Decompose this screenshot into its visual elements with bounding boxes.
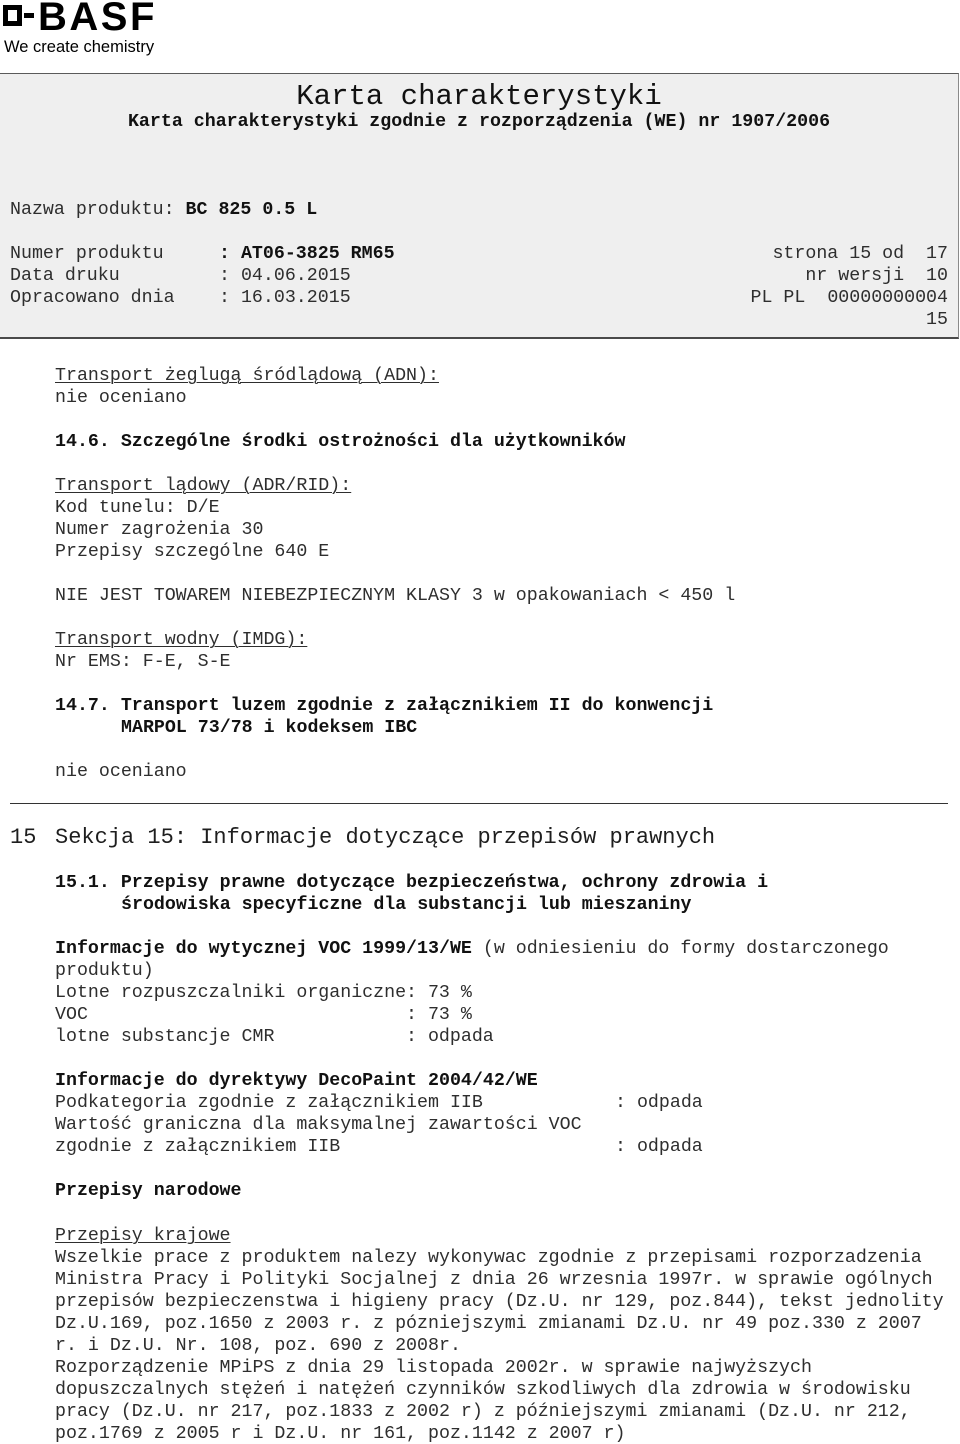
voc-heading-row <box>55 939 889 959</box>
paragraph-line: poz.1769 z 2005 r i Dz.U. nr 161, poz.1142 z 2007 r) <box>55 1424 626 1444</box>
print-date-value: 04.06.2015 <box>240 266 351 286</box>
national-regulations-heading: Przepisy narodowe <box>55 1181 242 1201</box>
print-date-field <box>219 266 351 286</box>
decopaint-row-value: odpada <box>636 1137 703 1157</box>
subsection-number: 14.7. <box>55 696 110 716</box>
ems-value: F-E, S-E <box>142 652 231 672</box>
special-provisions-label: Przepisy szczególne <box>55 542 264 562</box>
version-indicator <box>805 266 948 286</box>
subsection-title: Przepisy prawne dotyczące bezpieczeństwa, ochrony zdrowia i <box>120 873 769 893</box>
field-separator: : <box>615 1093 626 1113</box>
voc-row-label: lotne substancje CMR <box>55 1027 275 1047</box>
field-separator: : <box>219 266 230 286</box>
product-name-label: Nazwa produktu: <box>10 200 175 220</box>
decopaint-row-value: odpada <box>636 1093 703 1113</box>
adr-heading: Transport lądowy (ADR/RID): <box>55 476 352 496</box>
version-value: 10 <box>926 266 948 286</box>
subsection-number: 15.1. <box>55 873 110 893</box>
basf-square-icon <box>3 5 22 26</box>
voc-row-value: 73 % <box>427 983 472 1003</box>
paragraph-line: Wszelkie prace z produktem nalezy wykonywac zgodnie z przepisami rozporzadzenia <box>55 1248 922 1268</box>
revision-date-value: 16.03.2015 <box>240 288 351 308</box>
print-date-label: Data druku <box>10 266 120 286</box>
document-subtitle: Karta charakterystyki zgodnie z rozporządzenia (WE) nr 1907/2006 <box>127 112 831 132</box>
basf-logo <box>0 0 170 70</box>
page-total: 17 <box>926 244 948 264</box>
decopaint-row-field <box>615 1093 703 1113</box>
product-name-value: BC 825 0.5 L <box>185 200 318 220</box>
hazard-number-value: 30 <box>241 520 264 540</box>
special-provisions-row <box>55 542 329 562</box>
page-indicator <box>772 244 948 264</box>
imdg-heading: Transport wodny (IMDG): <box>55 630 308 650</box>
voc-note-continued: produktu) <box>55 961 154 981</box>
voc-heading: Informacje do wytycznej VOC 1999/13/WE <box>55 939 472 959</box>
field-separator: : <box>219 244 230 264</box>
field-separator: : <box>406 1005 417 1025</box>
product-number-value: AT06-3825 RM65 <box>240 244 395 264</box>
subsection-14-6-heading <box>55 432 625 452</box>
adn-heading: Transport żeglugą śródlądową (ADN): <box>55 366 439 386</box>
page-of-label: od <box>882 244 905 264</box>
adn-value: nie oceniano <box>55 388 187 408</box>
voc-row-field <box>406 983 472 1003</box>
adr-note: NIE JEST TOWAREM NIEBEZPIECZNYM KLASY 3 w opakowaniach < 450 l <box>55 586 736 606</box>
document-title: Karta charakterystyki <box>296 80 662 113</box>
subsection-title: Transport luzem zgodnie z załącznikiem II do konwencji <box>120 696 714 716</box>
field-separator: : <box>615 1137 626 1157</box>
section-number: 15 <box>10 825 37 850</box>
document-code-prefix: PL PL <box>750 288 806 308</box>
section-title: Sekcja 15: Informacje dotyczące przepisów prawnych <box>55 825 716 850</box>
hazard-number-row <box>55 520 263 540</box>
paragraph-line: Dz.U.169, poz.1650 z 2003 r. z pózniejszymi zmianami Dz.U. nr 49 poz.330 z 2007 <box>55 1314 922 1334</box>
paragraph-line: pracy (Dz.U. nr 217, poz.1833 z 2002 r) z późniejszymi zmianami (Dz.U. nr 212, <box>55 1402 911 1422</box>
section-divider <box>10 803 948 804</box>
document-header <box>0 73 959 339</box>
voc-row-value: odpada <box>427 1027 494 1047</box>
decopaint-heading: Informacje do dyrektywy DecoPaint 2004/42/WE <box>55 1071 538 1091</box>
field-separator: : <box>406 983 417 1003</box>
decopaint-row-field <box>615 1137 703 1157</box>
paragraph-line: r. i Dz.U. Nr. 108, poz. 690 z 2008r. <box>55 1336 461 1356</box>
paragraph-line: Ministra Pracy i Polityki Socjalnej z dnia 26 wrzesnia 1997r. w sprawie ogólnych <box>55 1270 933 1290</box>
subsection-number: 14.6. <box>55 432 110 452</box>
subsection-title-continued: środowiska specyficzne dla substancji lub mieszaniny <box>121 895 692 915</box>
tunnel-code-row <box>55 498 220 518</box>
domestic-regulations-subheading: Przepisy krajowe <box>55 1226 231 1246</box>
paragraph-line: Rozporządzenie MPiPS z dnia 29 listopada 2002r. w sprawie najwyższych <box>55 1358 812 1378</box>
subsection-title: Szczególne środki ostrożności dla użytkowników <box>120 432 626 452</box>
page-current: 15 <box>849 244 872 264</box>
product-name-row <box>10 200 317 220</box>
brand-name: BASF <box>38 0 157 39</box>
hazard-number-label: Numer zagrożenia <box>55 520 231 540</box>
product-number-field <box>219 244 395 264</box>
voc-row-label: VOC <box>55 1005 88 1025</box>
decopaint-row-label-continued: zgodnie z załącznikiem IIB <box>55 1137 341 1157</box>
subsection-title-continued: MARPOL 73/78 i kodeksem IBC <box>121 718 418 738</box>
decopaint-row-label: Wartość graniczna dla maksymalnej zawartości VOC <box>55 1115 582 1135</box>
paragraph-line: przepisów bezpieczenstwa i higieny pracy (Dz.U. nr 129, poz.844), tekst jednolity <box>55 1292 944 1312</box>
ems-label: Nr EMS: <box>55 652 132 672</box>
version-label: nr wersji <box>805 266 905 286</box>
revision-date-label: Opracowano dnia <box>10 288 175 308</box>
field-separator: : <box>406 1027 417 1047</box>
voc-row-field <box>406 1005 472 1025</box>
section-15-heading <box>10 826 715 850</box>
document-code-number: 00000000004 <box>827 288 948 308</box>
voc-note: (w odniesieniu do formy dostarczonego <box>482 939 889 959</box>
brand-tagline: We create chemistry <box>4 38 155 56</box>
document-code <box>751 288 948 308</box>
page-label: strona <box>772 244 839 264</box>
tunnel-code-label: Kod tunelu: <box>55 498 176 518</box>
basf-dash-icon <box>24 13 34 18</box>
special-provisions-value: 640 E <box>274 542 330 562</box>
tunnel-code-value: D/E <box>186 498 220 518</box>
subsection-15-1-heading <box>55 873 768 893</box>
decopaint-row-label: Podkategoria zgodnie z załącznikiem IIB <box>55 1093 483 1113</box>
product-number-label: Numer produktu <box>10 244 164 264</box>
field-separator: : <box>219 288 230 308</box>
revision-date-field <box>219 288 351 308</box>
ems-row <box>55 652 231 672</box>
voc-row-label: Lotne rozpuszczalniki organiczne <box>55 983 407 1003</box>
bulk-transport-value: nie oceniano <box>55 762 187 782</box>
document-code-suffix: 15 <box>926 310 948 330</box>
voc-row-value: 73 % <box>427 1005 472 1025</box>
paragraph-line: dopuszczalnych stężeń i natężeń czynników szkodliwych dla zdrowia w środowisku <box>55 1380 911 1400</box>
voc-row-field <box>406 1027 494 1047</box>
subsection-14-7-heading <box>55 696 713 716</box>
